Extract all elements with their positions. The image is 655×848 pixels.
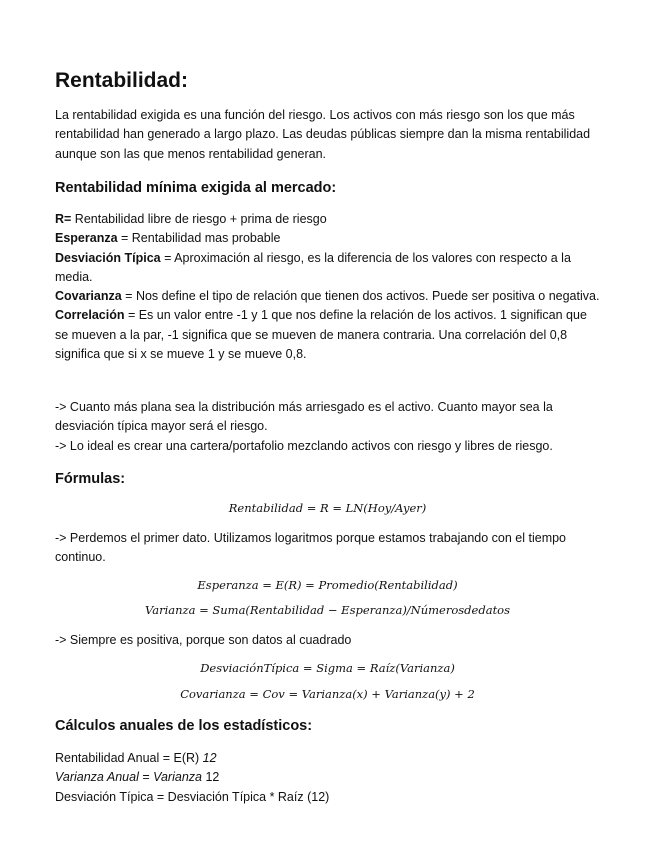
note-formula-rentabilidad: -> Perdemos el primer dato. Utilizamos logaritmos porque estamos trabajando con el tiempo continuo. <box>55 531 567 565</box>
notes-block <box>55 398 600 456</box>
annual-text: Rentabilidad Anual = E(R) <box>55 751 203 765</box>
definition-term: R= <box>55 212 72 226</box>
definition-r <box>55 210 600 229</box>
definitions-list <box>55 210 600 364</box>
note-portfolio: -> Lo ideal es crear una cartera/portafolio mezclando activos con riesgo y libres de riesgo. <box>55 438 553 453</box>
section-heading-formulas: Fórmulas: <box>55 471 126 487</box>
annual-italic: 12 <box>202 751 217 765</box>
definition-term: Correlación <box>55 308 125 323</box>
definition-term: Esperanza <box>55 231 118 246</box>
intro-paragraph: La rentabilidad exigida es una función del riesgo. Los activos con más riesgo son los que más rentabilidad han generado a largo plazo. Las deudas públicas siempre dan la misma rentabilidad aunque son las que menos rentabilidad generan. <box>55 108 591 161</box>
annual-rentabilidad <box>55 749 600 768</box>
annual-calculations <box>55 749 600 807</box>
note-formula-varianza: -> Siempre es positiva, porque son datos al cuadrado <box>55 633 352 647</box>
definition-term: Desviación Típica <box>55 250 161 265</box>
page-title: Rentabilidad: <box>55 69 189 92</box>
annual-text: = <box>138 770 154 785</box>
formula-covarianza: Covarianza = Cov = Varianza(x) + Varianza(y) + 2 <box>180 687 475 701</box>
formula-rentabilidad: Rentabilidad = R = LN(Hoy/Ayer) <box>228 501 427 515</box>
definition-text: = Es un valor entre -1 y 1 que nos define la relación de los activos. 1 significan que se mueven a la par, -1 significa que se mueven de manera contraria. Una correlación del 0,8 significa que si x se mueve 1 y se mueve 0,8. <box>55 308 587 362</box>
definition-term: Covarianza <box>55 289 122 304</box>
annual-text: 12 <box>201 770 220 785</box>
formula-desviacion: DesviaciónTípica = Sigma = Raíz(Varianza) <box>200 661 455 675</box>
formula-varianza: Varianza = Suma(Rentabilidad − Esperanza)/Númerosdedatos <box>144 603 511 617</box>
annual-italic: Varianza Anual <box>55 770 139 785</box>
formula-esperanza: Esperanza = E(R) = Promedio(Rentabilidad) <box>197 578 458 592</box>
definition-correlacion <box>55 306 600 364</box>
note-distribution: -> Cuanto más plana sea la distribución más arriesgado es el activo. Cuanto mayor sea la desviación típica mayor será el riesgo. <box>55 400 553 434</box>
definition-text: = Aproximación al riesgo, es la diferencia de los valores con respecto a la media. <box>55 250 571 284</box>
section-heading-annual: Cálculos anuales de los estadísticos: <box>55 718 313 734</box>
section-heading-min: Rentabilidad mínima exigida al mercado: <box>55 180 337 196</box>
annual-desviacion: Desviación Típica = Desviación Típica * Raíz (12) <box>55 789 330 804</box>
definition-esperanza <box>55 229 600 248</box>
annual-italic: Varianza <box>153 770 202 785</box>
definition-covarianza <box>55 287 600 306</box>
definition-desviacion <box>55 249 600 288</box>
definition-text: = Nos define el tipo de relación que tienen dos activos. Puede ser positiva o negativa. <box>121 289 600 304</box>
definition-text: = Rentabilidad mas probable <box>117 231 281 246</box>
definition-text: Rentabilidad libre de riesgo + prima de riesgo <box>71 212 327 226</box>
annual-varianza <box>55 768 600 787</box>
